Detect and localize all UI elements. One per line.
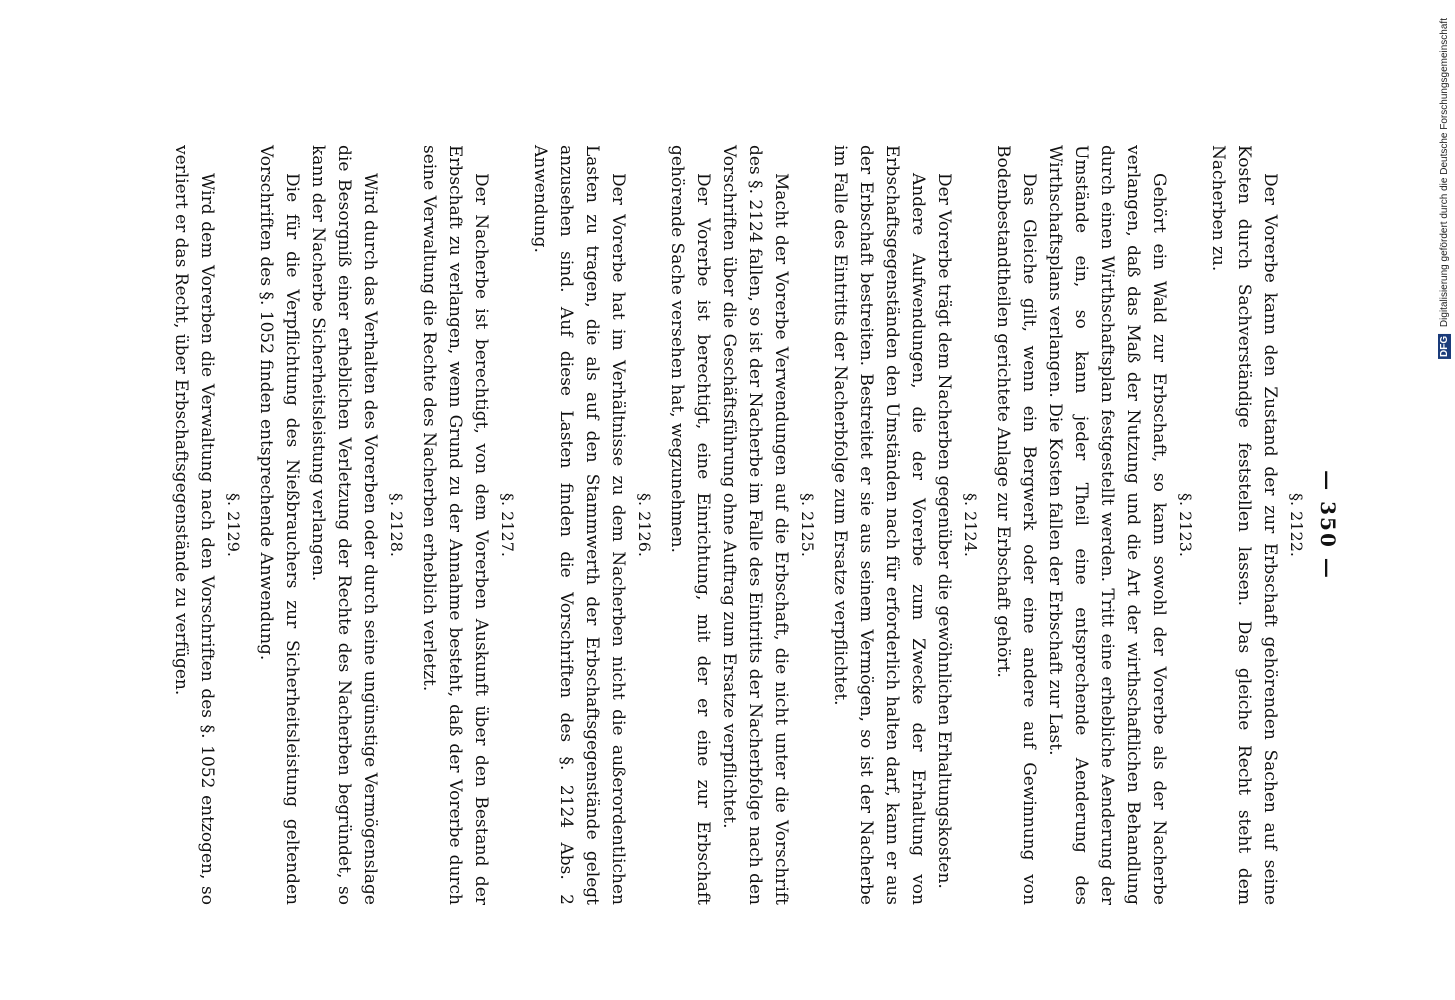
section-heading: §. 2126.	[635, 493, 654, 557]
dfg-stamp	[1438, 18, 1451, 359]
section-paragraph: Das Gleiche gilt, wenn ein Bergwerk oder eine andere auf Gewinnung von Bodenbestandtheilen gerichtete Anlage zur Erbschaft gehört.	[993, 145, 1039, 905]
section-paragraph: Der Nacherbe ist berechtigt, von dem Vorerben Auskunft über den Bestand der Erbschaft zu verlangen, wenn Grund zu der Annahme besteht, daß der Vorerbe durch seine Verwaltung die Rechte des Nacherben erheblich verletzt.	[419, 145, 491, 905]
rotated-page	[90, 145, 1340, 905]
dfg-stamp-text: Digitalisierung gefördert durch die Deutsche Forschungsgemeinschaft	[1439, 18, 1450, 328]
section-paragraph: Wird dem Vorerben die Verwaltung nach den Vorschriften des §. 1052 entzogen, so verliert er das Recht, über Erbschaftsgegenstände zu verfügen.	[171, 145, 217, 905]
section-heading: §. 2122.	[1287, 493, 1306, 557]
section-heading: §. 2127.	[498, 493, 517, 557]
section-paragraph: Der Vorerbe ist berechtigt, eine Einrichtung, mit der er eine zur Erbschaft gehörende Sache versehen hat, wegzunehmen.	[667, 145, 713, 905]
section-heading: §. 2128.	[387, 493, 406, 557]
section-paragraph: Andere Aufwendungen, die der Vorerbe zum Zwecke der Erhaltung von Erbschaftsgegenständen den Umständen nach für erforderlich halten darf, kann er aus der Erbschaft bestreiten. Bestreitet er sie aus seinem Vermögen, so ist der Nacherbe im Falle des Eintritts der Nacherbfolge zum Ersatze verpflichtet.	[830, 145, 928, 905]
section-paragraph: Der Vorerbe trägt dem Nacherben gegenüber die gewöhnlichen Erhaltungskosten.	[934, 173, 954, 889]
section-paragraph: Gehört ein Wald zur Erbschaft, so kann sowohl der Vorerbe als der Nacherbe verlangen, daß das Maß der Nutzung und die Art der wirthschaftlichen Behandlung durch einen Wirthschaftsplan festgestellt werden. Tritt eine erhebliche Aenderung der Umstände ein, so kann jeder Theil eine entsprechende Aenderung des Wirthschaftsplans verlangen. Die Kosten fallen der Erbschaft zur Last.	[1045, 145, 1169, 905]
section-heading: §. 2125.	[798, 493, 817, 557]
section-heading: §. 2129.	[224, 493, 243, 557]
sections-container	[168, 145, 1306, 905]
page-number: — 350 —	[1316, 470, 1340, 580]
section-paragraph: Wird durch das Verhalten des Vorerben oder durch seine ungünstige Vermögenslage die Besorgniß einer erheblichen Verletzung der Rechte des Nacherben begründet, so kann der Nacherbe Sicherheitsleistung verlangen.	[308, 145, 380, 905]
section-paragraph: Macht der Vorerbe Verwendungen auf die Erbschaft, die nicht unter die Vorschrift des §. 2124 fallen, so ist der Nacherbe im Falle des Eintritts der Nacherbfolge nach den Vorschriften über die Geschäftsführung ohne Auftrag zum Ersatze verpflichtet.	[719, 145, 791, 905]
dfg-logo: DFG	[1439, 335, 1450, 357]
section-heading: §. 2123.	[1176, 493, 1195, 557]
section-paragraph: Der Vorerbe hat im Verhältnisse zu dem Nacherben nicht die außerordentlichen Lasten zu tragen, die als auf den Stammwerth der Erbschaftsgegenstände gelegt anzusehen sind. Auf diese Lasten finden die Vorschriften des §. 2124 Abs. 2 Anwendung.	[530, 145, 628, 905]
section-paragraph: Der Vorerbe kann den Zustand der zur Erbschaft gehörenden Sachen auf seine Kosten durch Sachverständige feststellen lassen. Das gleiche Recht steht dem Nacherben zu.	[1208, 145, 1280, 905]
section-paragraph: Die für die Verpflichtung des Nießbrauchers zur Sicherheitsleistung geltenden Vorschriften des §. 1052 finden entsprechende Anwendung.	[256, 145, 302, 905]
page-body	[168, 145, 1340, 905]
section-heading: §. 2124.	[961, 493, 980, 557]
